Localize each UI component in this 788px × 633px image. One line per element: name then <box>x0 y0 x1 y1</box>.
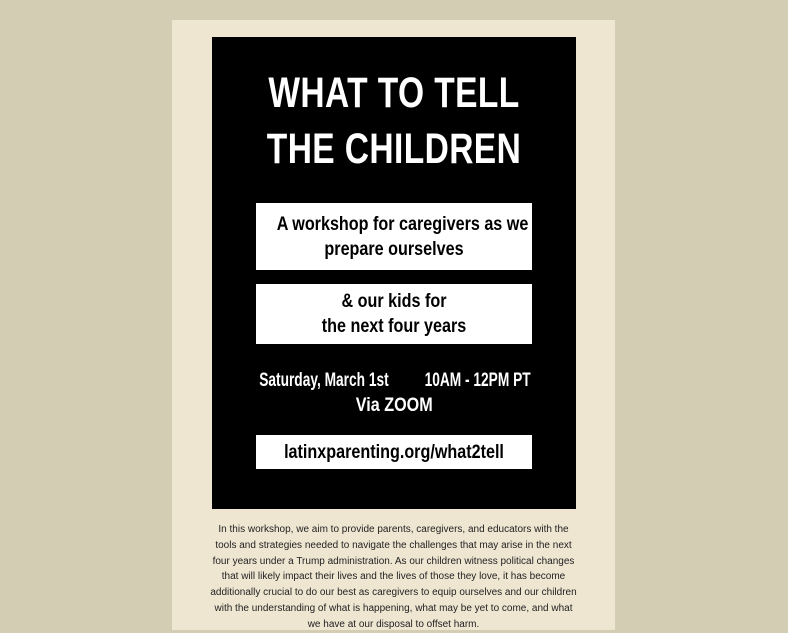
flyer-title <box>252 65 536 177</box>
workshop-tagline-box <box>256 203 532 270</box>
event-flyer <box>212 37 576 509</box>
subtitle-line-2: the next four years <box>321 316 467 337</box>
event-date-time <box>212 368 576 393</box>
tagline-line-2: prepare ourselves <box>324 238 464 260</box>
registration-url-box[interactable] <box>256 435 532 469</box>
workshop-description: In this workshop, we aim to provide parents, caregivers, and educators with the tools and strategies needed to navigate the challenges that may arise in the next four years under a Trump administration. As our children witness political changes that will likely impact their lives and the lives of those they love, it has become additionally crucial to do our best as caregivers to equip ourselves and our children with the understanding of what is happening, what may be yet to come, and what we have at our disposal to offset harm. <box>210 524 577 630</box>
subtitle-line-1: & our kids for <box>341 291 447 312</box>
workshop-subtitle-box <box>256 284 532 344</box>
flyer-title-line-1: WHAT TO TELL <box>268 69 520 117</box>
event-date: Saturday, March 1st <box>259 370 389 391</box>
registration-url[interactable]: latinxparenting.org/what2tell <box>284 441 504 463</box>
event-time: 10AM - 12PM PT <box>424 370 531 391</box>
event-via: Via ZOOM <box>355 395 433 416</box>
page-panel <box>172 20 615 630</box>
event-platform <box>212 393 576 418</box>
tagline-line-1: A workshop for caregivers as we <box>276 213 529 235</box>
flyer-title-line-2: THE CHILDREN <box>266 125 522 173</box>
